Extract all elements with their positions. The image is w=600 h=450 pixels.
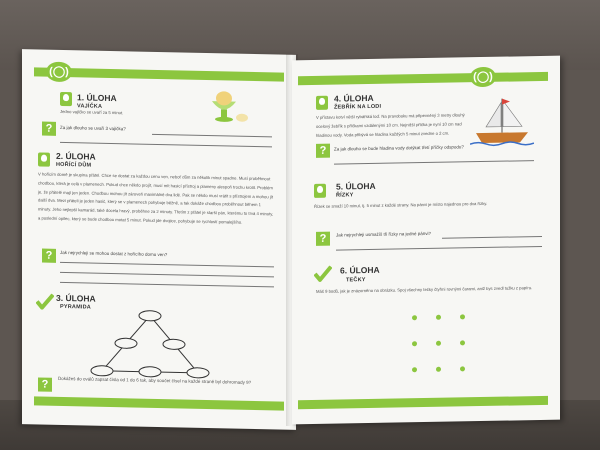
top-green-band	[298, 72, 548, 85]
answer-line	[60, 272, 274, 277]
task4-subtitle: ŽEBŘÍK NA LODI	[334, 103, 382, 111]
task3-question: Dokážeš do oválů zapsat čísla od 1 do 6 tak, aby součet čísel na každé straně byl dohromady 9?	[58, 375, 252, 385]
band-decoration-icon: (◯)	[46, 62, 72, 83]
dot	[436, 341, 441, 346]
left-page	[22, 49, 296, 430]
question-icon: ?	[316, 144, 330, 158]
task5-subtitle: ŘÍZKY	[336, 192, 354, 199]
task5-title: 5. ÚLOHA	[336, 180, 376, 192]
answer-line	[60, 262, 274, 267]
task2-question: Jak nejrychleji se mohou dostat z hořícího domu ven?	[60, 249, 168, 258]
task2-title: 2. ÚLOHA	[56, 150, 96, 162]
question-icon: ?	[42, 249, 56, 263]
lightbulb-icon	[314, 184, 326, 198]
task3-subtitle: PYRAMIDA	[60, 303, 91, 311]
band-decoration-icon: (◯)	[470, 67, 496, 87]
task4-question: Za jak dlouho se bude hladina vody dotýkat třetí příčky odspodu?	[334, 144, 464, 152]
task5-question: Jak nejrychleji usmažíš tři řízky na jedné pánvi?	[336, 230, 432, 238]
task1-question: Za jak dlouho se uvaří 3 vajíčka?	[60, 124, 126, 132]
task6-subtitle: TEČKY	[346, 277, 366, 284]
task1-subtitle: VAJÍČKA	[77, 103, 103, 110]
dot	[460, 314, 465, 319]
task2-subtitle: HOŘÍCÍ DŮM	[56, 161, 92, 169]
task6-text: Máš 9 bodů, jak je znázorněno na obrázku. Spoj všechny tečky čtyřmi rovnými čarami, aniž bys zvedl tužku z papíru.	[316, 285, 533, 294]
dot	[412, 315, 417, 320]
task1-text: Jedno vajíčko se uvaří za 5 minut.	[60, 108, 124, 116]
answer-line	[336, 246, 542, 251]
task6-title: 6. ÚLOHA	[340, 264, 380, 276]
pyramid-ovals-diagram	[80, 306, 220, 385]
right-page	[292, 56, 560, 425]
answer-line	[442, 236, 542, 239]
answer-line	[60, 282, 274, 287]
lightbulb-icon	[38, 152, 50, 166]
dot	[436, 315, 441, 320]
egg-cup-illustration	[202, 89, 252, 124]
question-icon: ?	[38, 377, 52, 391]
checkmark-icon	[314, 266, 332, 282]
dot	[436, 367, 441, 372]
task4-title: 4. ÚLOHA	[334, 92, 374, 104]
task4-text: V přístavu kotví větší rybářská loď. Na pravoboku má připevněný 3 metry dlouhý ocelový žebřík s příčkami vzdálenými 10 cm. Nejnižší příčka je nyní 10 cm nad hladinou vody. Voda přibývá se hladina každých 5 minut zvedne o 2 cm.	[316, 112, 465, 138]
task2-text: V hořícím domě je skupina přátel. Chce se dostat za každou cenu ven, neboť dům za několik minut spadne. Musí proběhnout chodbou, která je celá v plamenech. Pokud chce někdo projít, musí mít hasicí přístroj a plameny alespoň trochu krotit. Problém je, že přátelé mají jen jeden. Chodbou mohou jít zároveň maximálně dva lidé. Pak se někdo musí vrátit s přístrojem a mohou jít další dva. Mezi přáteli je jeden hasič, který se v plamenech pohybuje běžně, a tak dokáže chodbou proběhnout během 1 minuty. Jeho nejlepší kamarád, také docela hravý, proběhne za 2 minuty. Třetím z přátel je starší pán, kterému to trvá 4 minuty, a poslední opilec, který se bude chodbou motat 5 minut. Pokud jde dvojice, pohybuje se rychlostí pomalejšího.	[38, 171, 274, 225]
answer-line	[60, 142, 272, 147]
dot	[412, 341, 417, 346]
task3-title: 3. ÚLOHA	[56, 292, 96, 304]
checkmark-icon	[36, 293, 54, 309]
lightbulb-icon	[316, 96, 328, 110]
answer-line	[152, 134, 272, 138]
question-icon: ?	[42, 122, 56, 136]
dot	[412, 367, 417, 372]
question-icon: ?	[316, 232, 330, 246]
boat-illustration	[470, 96, 534, 147]
task5-text: Řízek se smaží 10 minut, tj. 5 minut z každé strany. Na pánvi je místo najednou pro dva řízky.	[314, 200, 488, 209]
bottom-green-band	[34, 396, 284, 410]
bottom-green-band	[298, 396, 548, 409]
dot	[460, 340, 465, 345]
lightbulb-icon	[60, 92, 72, 106]
dot	[460, 366, 465, 371]
task1-title: 1. ÚLOHA	[77, 92, 117, 104]
answer-line	[334, 160, 534, 164]
